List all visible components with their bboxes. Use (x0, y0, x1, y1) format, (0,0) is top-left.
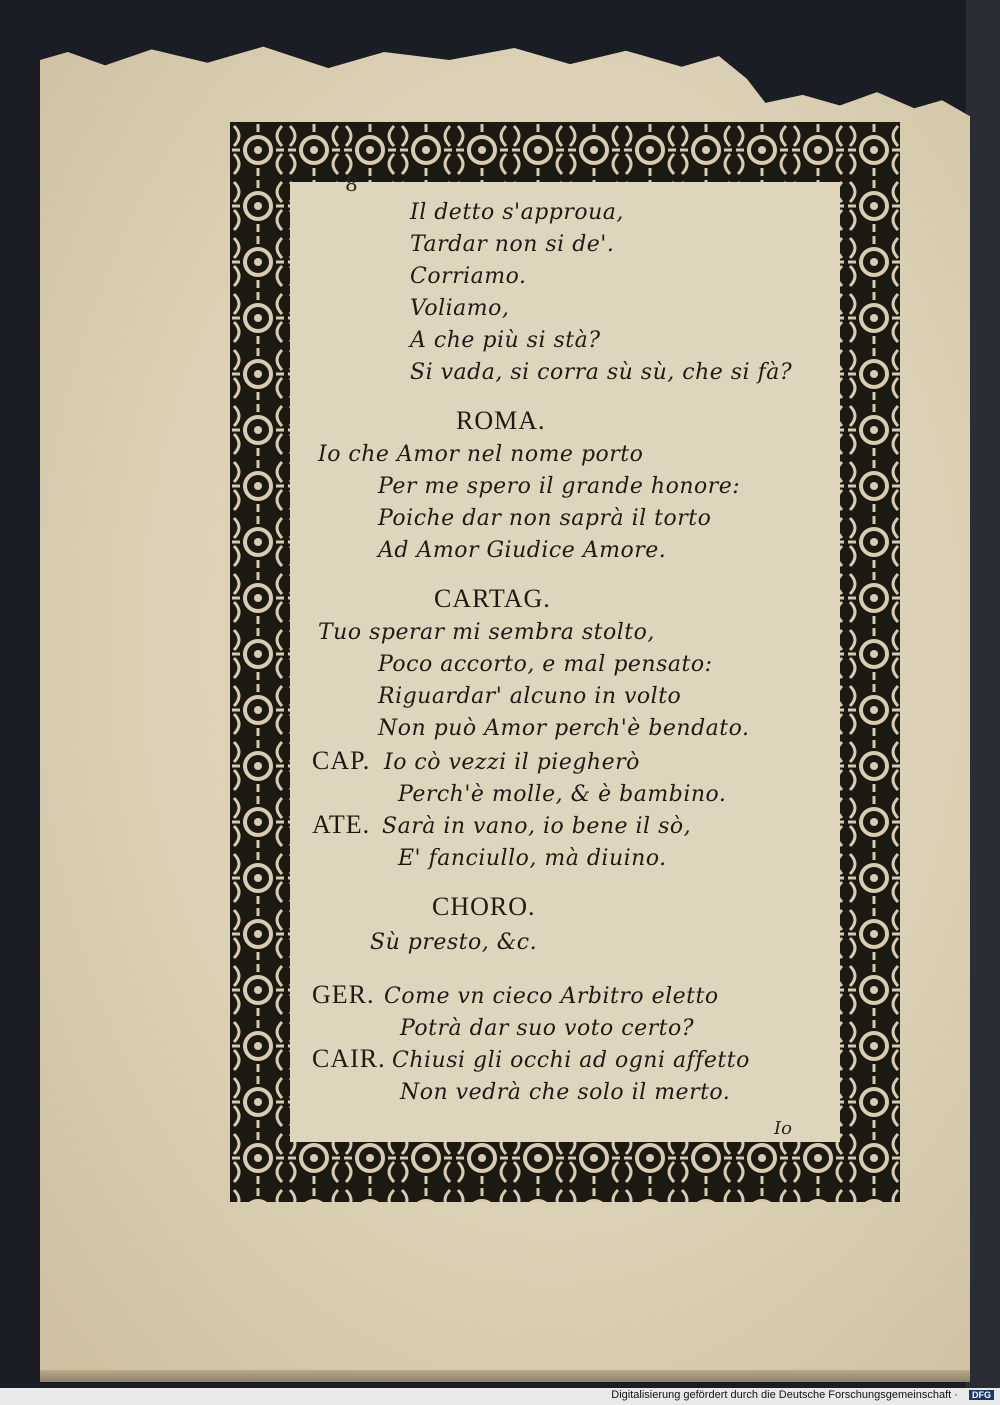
verse-line: Chiusi gli occhi ad ogni affetto (392, 1048, 750, 1073)
speaker-label: ATE. (312, 810, 371, 839)
verse-line: Perch'è molle, & è bambino. (398, 782, 727, 807)
page-edge (40, 1370, 970, 1382)
scan-backdrop (966, 0, 1000, 1388)
speaker-heading: ROMA. (456, 406, 546, 435)
verse-line: Ad Amor Giudice Amore. (378, 538, 667, 563)
verse-line: Poiche dar non saprà il torto (378, 506, 712, 531)
verse-line: Per me spero il grande honore: (378, 474, 741, 499)
verse-line: Si vada, si corra sù sù, che si fà? (410, 360, 793, 385)
verse-line: Io che Amor nel nome porto (318, 442, 644, 467)
verse-line: Poco accorto, e mal pensato: (378, 652, 713, 677)
dfg-logo-icon: DFG (969, 1390, 994, 1400)
verse-line: Il detto s'approua, (410, 200, 624, 225)
verse-line: Io cò vezzi il piegherò (384, 750, 640, 775)
speaker-label: GER. (312, 980, 375, 1009)
catchword: Io (774, 1118, 792, 1139)
speaker-label: CAP. (312, 746, 371, 775)
verse-line: Tardar non si de'. (410, 232, 615, 257)
verse-line: Corriamo. (410, 264, 527, 289)
speaker-heading: CARTAG. (434, 584, 551, 613)
speaker-heading: CHORO. (432, 892, 536, 921)
verse-line: Riguardar' alcuno in volto (378, 684, 682, 709)
speaker-label: CAIR. (312, 1044, 386, 1073)
verse-line: Voliamo, (410, 296, 510, 321)
verse-line: Sarà in vano, io bene il sò, (382, 814, 692, 839)
verse-line: A che più si stà? (410, 328, 601, 353)
verse-line: Tuo sperar mi sembra stolto, (318, 620, 655, 645)
verse-line: Sù presto, &c. (370, 930, 538, 955)
digitization-footer: Digitalisierung gefördert durch die Deutsche Forschungsgemeinschaft · DFG (0, 1388, 1000, 1405)
verse-line: Non può Amor perch'è bendato. (378, 716, 750, 741)
verse-line: E' fanciullo, mà diuino. (398, 846, 667, 871)
footer-text: Digitalisierung gefördert durch die Deutsche Forschungsgemeinschaft (611, 1389, 952, 1401)
verse-line: Non vedrà che solo il merto. (400, 1080, 731, 1105)
page-number: 8 (345, 172, 358, 196)
verse-line: Come vn cieco Arbitro eletto (384, 984, 719, 1009)
verse-line: Potrà dar suo voto certo? (400, 1016, 695, 1041)
